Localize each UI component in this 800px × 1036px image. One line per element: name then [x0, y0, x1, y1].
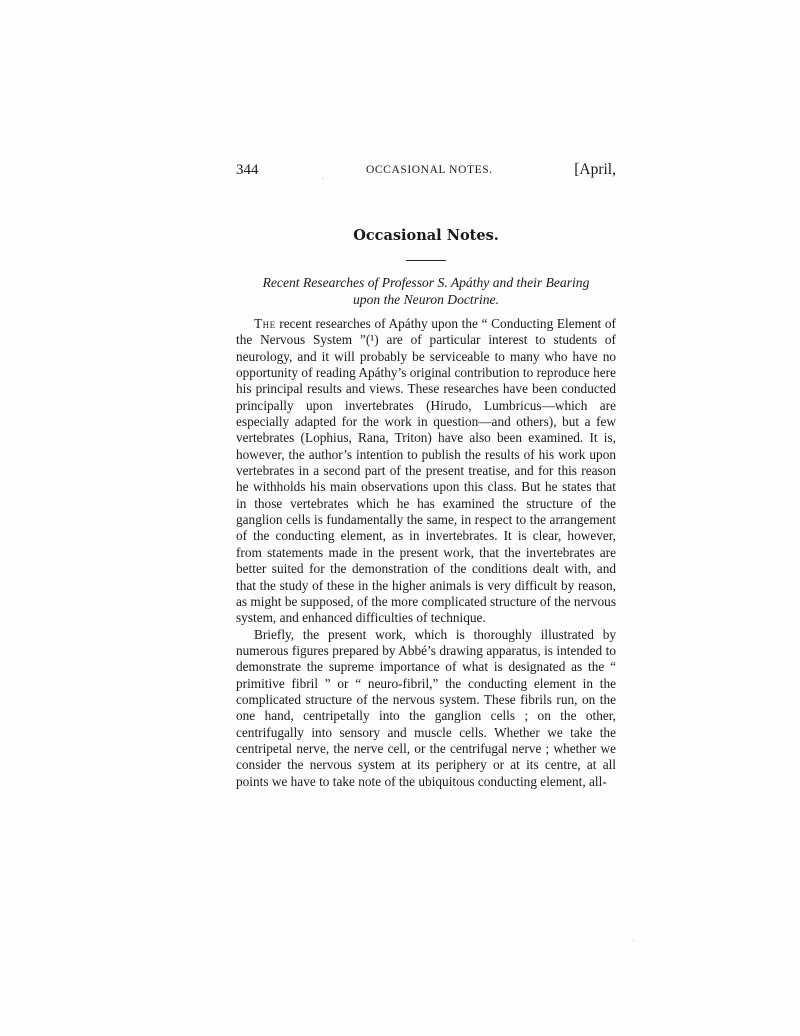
running-head: [236, 160, 616, 184]
paragraph-2: Briefly, the present work, which is thoroughly illustrated by numerous figures prepared by Abbé’s drawing apparatus, is intended to demonstrate the supreme importance of what is designated as the “ primitive fibril ” or “ neuro-fibril,” the conducting element in the complicated structure of the nervous system. These fibrils run, on the one hand, centripetally into the ganglion cells ; on the other, centrifugally into sensory and muscle cells. Whether we take the centripetal nerve, the nerve cell, or the centrifugal nerve ; whether we consider the nervous system at its periphery or at its centre, at all points we have to take note of the ubiquitous conducting element, all-: [236, 626, 616, 789]
running-title: OCCASIONAL NOTES.: [366, 164, 493, 176]
title-divider: [406, 260, 446, 261]
section-title: Occasional Notes.: [353, 227, 499, 244]
article-title: [236, 274, 616, 308]
article-body: [236, 316, 616, 790]
article-title-line-2: upon the Neuron Doctrine.: [353, 292, 499, 307]
scan-speck: [322, 178, 323, 179]
article-title-line-1: Recent Researches of Professor S. Apáthy and their Bearing: [262, 275, 590, 290]
page-number: 344: [236, 162, 259, 178]
running-month: [April,: [574, 161, 616, 178]
paragraph-1-text: recent researches of Apáthy upon the “ Conducting Element of the Nervous System ”(¹) are of particular interest to students of neurology, and it will probably be serviceable to many who have no opportunity of reading Apáthy’s original contribution to reproduce here his principal results and views. These researches have been conducted principally upon invertebrates (Hirudo, Lumbricus—which are especially adapted for the work in question—and others), but a few vertebrates (Lophius, Rana, Triton) have also been examined. It is, however, the author’s intention to publish the results of his work upon vertebrates in a second part of the present treatise, and for this reason he withholds his main observations upon this class. But he states that in those vertebrates which he has examined the structure of the ganglion cells is fundamentally the same, in respect to the arrangement of the conducting element, as in invertebrates. It is clear, however, from statements made in the present work, that the invertebrates are better suited for the demonstration of the conditions dealt with, and that the study of these in the higher animals is very difficult by reason, as might be supposed, of the more complicated structure of the nervous system, and enhanced difficulties of technique.: [236, 316, 616, 626]
paragraph-1-lead: The: [254, 316, 276, 331]
scan-speck: [633, 940, 634, 941]
paragraph-1: [236, 316, 616, 627]
